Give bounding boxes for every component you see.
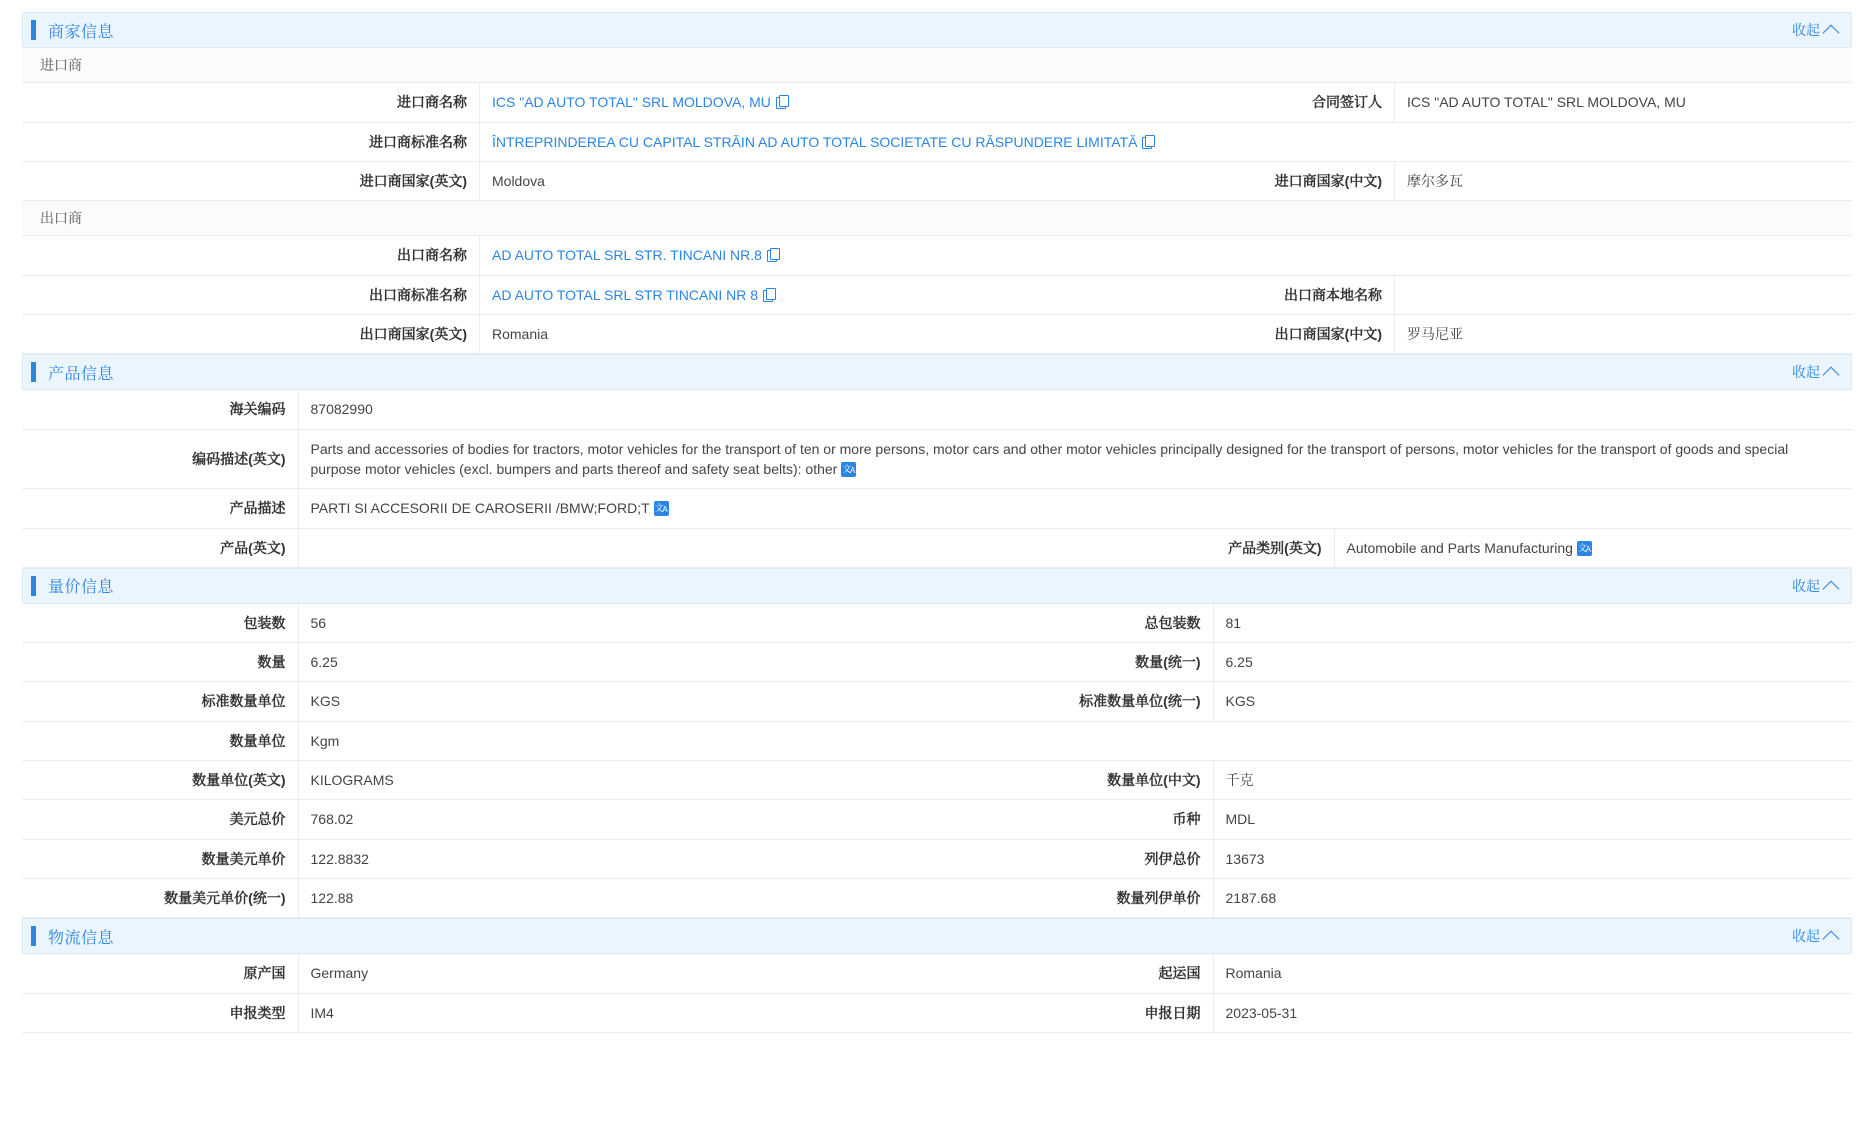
std-unit-value: KGS [298, 682, 937, 721]
table-row [22, 390, 1852, 429]
copy-icon[interactable] [1142, 135, 1155, 149]
section-title-merchant: 商家信息 [48, 23, 115, 41]
importer-country-cn-label: 进口商国家(中文) [937, 161, 1395, 200]
declare-type-value: IM4 [298, 993, 937, 1032]
std-unit-unified-value: KGS [1213, 682, 1852, 721]
table-row [22, 800, 1852, 839]
qty-value: 6.25 [298, 643, 937, 682]
table-row [22, 878, 1852, 917]
section-accent-bar [31, 926, 36, 946]
section-accent-bar [31, 576, 36, 596]
hs-code-label: 海关编码 [22, 390, 298, 429]
chevron-up-icon [1823, 931, 1840, 948]
usd-unit-price-value: 122.8832 [298, 839, 937, 878]
section-accent-bar [31, 20, 36, 40]
table-row [22, 489, 1852, 528]
product-desc-value [298, 489, 1852, 528]
table-row [22, 236, 1852, 275]
product-category-value [1334, 528, 1852, 567]
importer-std-name-value [480, 122, 1853, 161]
chevron-up-icon [1823, 367, 1840, 384]
leu-unit-price-value: 2187.68 [1213, 878, 1852, 917]
logistics-table [22, 954, 1852, 1033]
contract-signer-value: ICS "AD AUTO TOTAL" SRL MOLDOVA, MU [1395, 83, 1853, 122]
importer-std-name-label: 进口商标准名称 [22, 122, 480, 161]
importer-name-label: 进口商名称 [22, 83, 480, 122]
exporter-name-value [480, 236, 1853, 275]
declare-type-label: 申报类型 [22, 993, 298, 1032]
chevron-up-icon [1823, 580, 1840, 597]
importer-country-cn-value: 摩尔多瓦 [1395, 161, 1853, 200]
exporter-country-en-value: Romania [480, 315, 938, 354]
product-table [22, 390, 1852, 567]
usd-unit-price-label: 数量美元单价 [22, 839, 298, 878]
collapse-label: 收起 [1792, 364, 1820, 381]
table-row [22, 161, 1852, 200]
origin-country-label: 原产国 [22, 954, 298, 993]
exporter-country-cn-value: 罗马尼亚 [1395, 315, 1853, 354]
section-header-merchant [22, 12, 1852, 48]
section-header-logistics [22, 918, 1852, 954]
section-title-product: 产品信息 [48, 365, 115, 383]
exporter-std-name-text[interactable]: AD AUTO TOTAL SRL STR TINCANI NR 8 [492, 286, 759, 303]
exporter-country-en-label: 出口商国家(英文) [22, 315, 480, 354]
usd-total-value: 768.02 [298, 800, 937, 839]
exporter-std-name-label: 出口商标准名称 [22, 275, 480, 314]
exporter-local-name-label: 出口商本地名称 [937, 275, 1395, 314]
section-header-product [22, 354, 1852, 390]
qty-unit-cn-value: 千克 [1213, 761, 1852, 800]
importer-country-en-label: 进口商国家(英文) [22, 161, 480, 200]
exporter-std-name-value [480, 275, 938, 314]
std-unit-label: 标准数量单位 [22, 682, 298, 721]
copy-icon[interactable] [767, 248, 780, 262]
qty-unit-cn-label: 数量单位(中文) [937, 761, 1213, 800]
departure-country-value: Romania [1213, 954, 1852, 993]
table-row [22, 275, 1852, 314]
table-row [22, 122, 1852, 161]
collapse-toggle-logistics[interactable] [1792, 926, 1837, 946]
subhead-importer-label: 进口商 [22, 48, 1852, 83]
translate-icon[interactable] [654, 501, 669, 516]
subhead-exporter-label: 出口商 [22, 201, 1852, 236]
section-product-info [22, 354, 1852, 567]
leu-total-value: 13673 [1213, 839, 1852, 878]
section-logistics-info [22, 918, 1852, 1033]
collapse-label: 收起 [1792, 928, 1820, 945]
table-row [22, 721, 1852, 760]
usd-total-label: 美元总价 [22, 800, 298, 839]
qty-unit-en-value: KILOGRAMS [298, 761, 937, 800]
product-en-value [298, 528, 816, 567]
package-count-value: 56 [298, 604, 937, 643]
leu-total-label: 列伊总价 [937, 839, 1213, 878]
quantity-price-table [22, 604, 1852, 918]
hs-desc-label: 编码描述(英文) [22, 429, 298, 489]
table-row [22, 761, 1852, 800]
table-row [22, 83, 1852, 122]
importer-name-text[interactable]: ICS "AD AUTO TOTAL" SRL MOLDOVA, MU [492, 94, 771, 111]
subhead-exporter [22, 201, 1852, 236]
section-merchant-info [22, 12, 1852, 354]
std-unit-unified-label: 标准数量单位(统一) [937, 682, 1213, 721]
table-row [22, 315, 1852, 354]
exporter-name-label: 出口商名称 [22, 236, 480, 275]
section-quantity-price-info [22, 568, 1852, 918]
hs-desc-value [298, 429, 1852, 489]
table-row [22, 954, 1852, 993]
subhead-importer [22, 48, 1852, 83]
copy-icon[interactable] [776, 95, 789, 109]
product-desc-label: 产品描述 [22, 489, 298, 528]
collapse-label: 收起 [1792, 577, 1820, 594]
declare-date-value: 2023-05-31 [1213, 993, 1852, 1032]
product-en-label: 产品(英文) [22, 528, 298, 567]
translate-icon[interactable] [841, 462, 856, 477]
departure-country-label: 起运国 [937, 954, 1213, 993]
hs-code-value: 87082990 [298, 390, 1852, 429]
collapse-toggle-merchant[interactable] [1792, 20, 1837, 40]
section-header-quantity-price [22, 568, 1852, 604]
currency-value: MDL [1213, 800, 1852, 839]
usd-unit-price-unified-value: 122.88 [298, 878, 937, 917]
contract-signer-label: 合同签订人 [937, 83, 1395, 122]
package-count-label: 包装数 [22, 604, 298, 643]
section-accent-bar [31, 362, 36, 382]
copy-icon[interactable] [763, 288, 776, 302]
collapse-toggle-quantity-price[interactable] [1792, 576, 1837, 596]
total-package-value: 81 [1213, 604, 1852, 643]
qty-unified-value: 6.25 [1213, 643, 1852, 682]
table-row [22, 839, 1852, 878]
table-row [22, 604, 1852, 643]
qty-unit-label: 数量单位 [22, 721, 298, 760]
exporter-country-cn-label: 出口商国家(中文) [937, 315, 1395, 354]
product-category-label: 产品类别(英文) [816, 528, 1334, 567]
table-row [22, 643, 1852, 682]
table-row [22, 528, 1852, 567]
translate-icon[interactable] [1577, 541, 1592, 556]
merchant-table [22, 48, 1852, 354]
chevron-up-icon [1823, 25, 1840, 42]
product-desc-text: PARTI SI ACCESORII DE CAROSERII /BMW;FORD;T [310, 500, 650, 517]
qty-label: 数量 [22, 643, 298, 682]
exporter-local-name-value [1395, 275, 1853, 314]
exporter-name-text[interactable]: AD AUTO TOTAL SRL STR. TINCANI NR.8 [492, 247, 762, 264]
qty-unified-label: 数量(统一) [937, 643, 1213, 682]
table-row [22, 682, 1852, 721]
importer-country-en-value: Moldova [480, 161, 938, 200]
collapse-toggle-product[interactable] [1792, 362, 1837, 382]
table-row [22, 993, 1852, 1032]
table-row [22, 429, 1852, 489]
collapse-label: 收起 [1792, 22, 1820, 38]
total-package-label: 总包装数 [937, 604, 1213, 643]
origin-country-value: Germany [298, 954, 937, 993]
leu-unit-price-label: 数量列伊单价 [937, 878, 1213, 917]
importer-name-value [480, 83, 938, 122]
currency-label: 币种 [937, 800, 1213, 839]
qty-unit-en-label: 数量单位(英文) [22, 761, 298, 800]
product-category-text: Automobile and Parts Manufacturing [1346, 539, 1573, 556]
declare-date-label: 申报日期 [937, 993, 1213, 1032]
usd-unit-price-unified-label: 数量美元单价(统一) [22, 878, 298, 917]
section-title-quantity-price: 量价信息 [48, 579, 115, 597]
qty-unit-value: Kgm [298, 721, 1852, 760]
hs-desc-text: Parts and accessories of bodies for tractors, motor vehicles for the transport of ten or more persons, motor cars and other motor vehicles principally designed for the transport of persons, motor vehicles for the transport of goods and special purpose motor vehicles (excl. bumpers and parts thereof and safety seat belts): other [310, 440, 1789, 477]
section-title-logistics: 物流信息 [48, 929, 115, 947]
importer-std-name-text[interactable]: ÎNTREPRINDEREA CU CAPITAL STRĂIN AD AUTO TOTAL SOCIETATE CU RĂSPUNDERE LIMITATĂ [492, 133, 1138, 150]
